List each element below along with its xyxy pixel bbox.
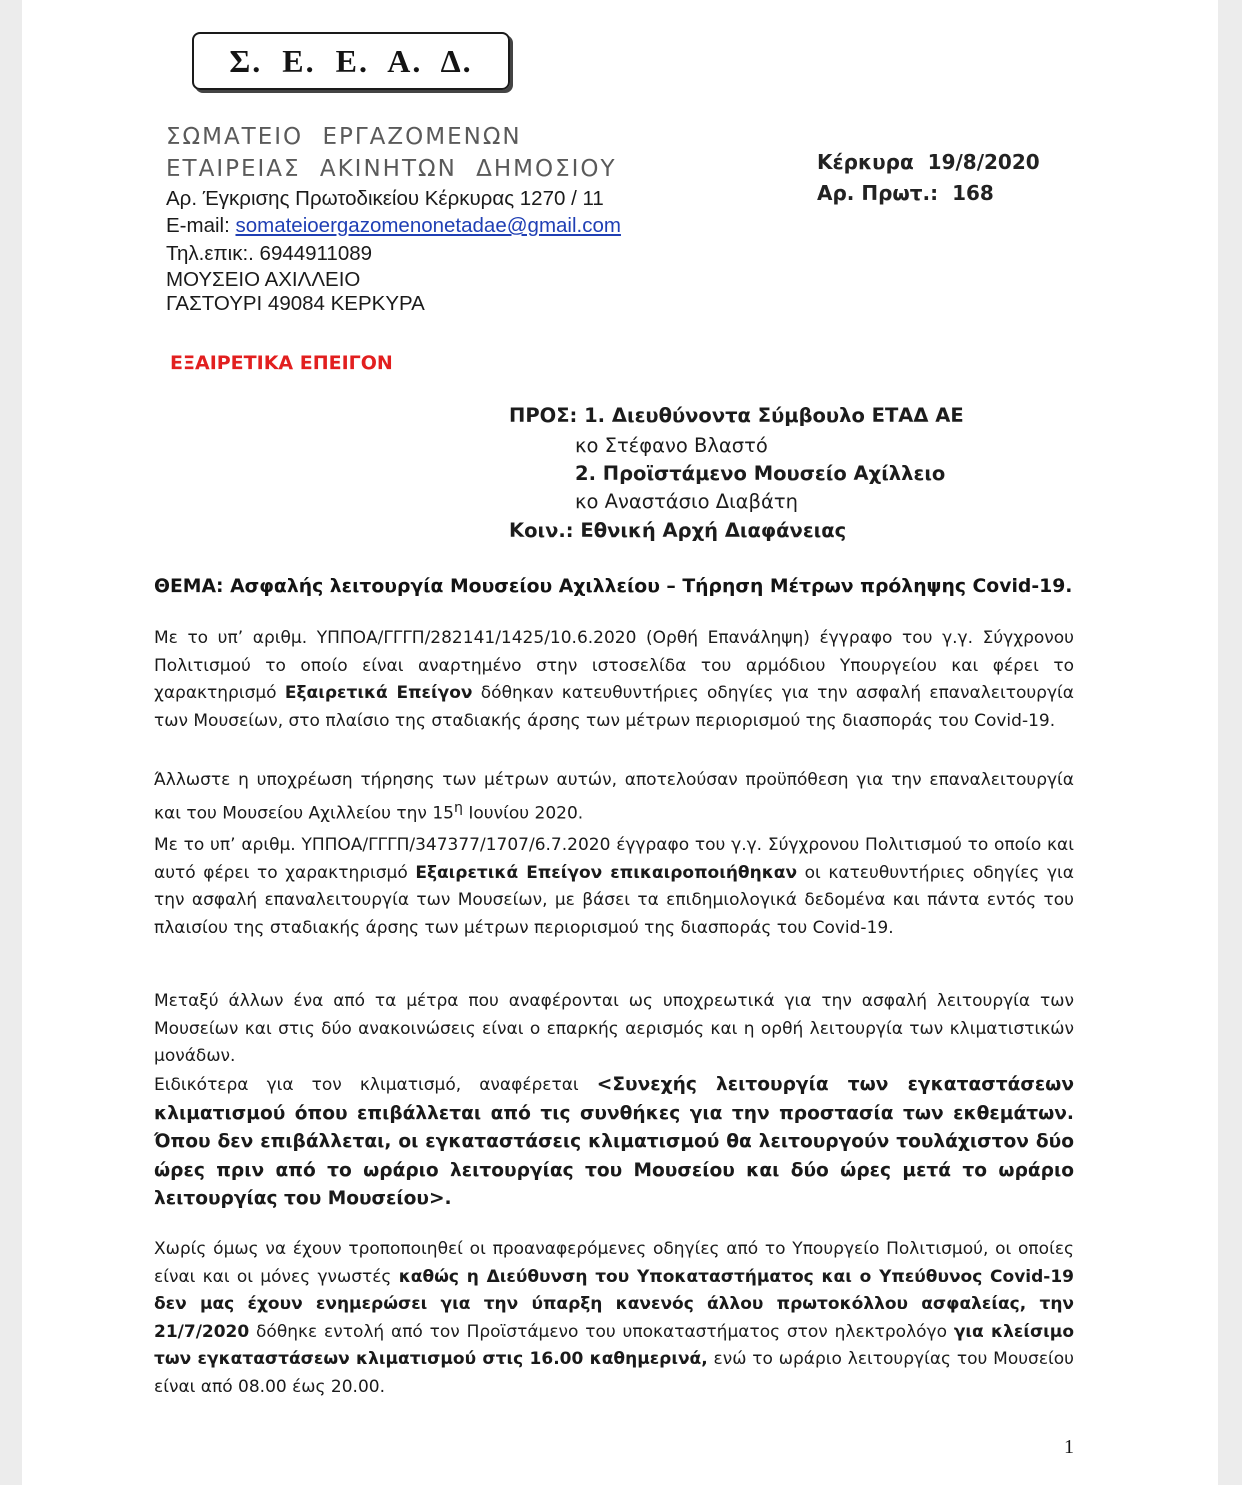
p6-text-e: ενώ το ωράριο λειτουργίας του Μουσείου είναι από 08.00 έως 20.00. — [154, 1349, 1075, 1397]
p5-bold-quote: <Συνεχής λειτουργία των εγκαταστάσεων κλιματισμού όπου επιβάλλεται από τις συνθήκες για την προστασία των εκθεμάτων. Όπου δεν επιβάλλεται, οι εγκαταστάσεις κλιματισμού θα λειτουργούν τουλάχιστον δύο ώρες πριν από το ωράριο λειτουργίας του Μουσείου και δύο ώρες μετά το ωράριο λειτουργίας του Μουσείου>. — [154, 1074, 1075, 1209]
date-value: 19/8/2020 — [927, 150, 1040, 174]
paragraph-3 — [154, 832, 1074, 942]
address-line2: ΓΑΣΤΟΥΡΙ 49084 ΚΕΡΚΥΡΑ — [166, 292, 425, 315]
address-line1: ΜΟΥΣΕΙΟ ΑΧΙΛΛΕΙΟ — [166, 268, 361, 291]
paragraph-5 — [154, 1071, 1074, 1214]
email-label: E-mail: — [166, 214, 236, 237]
recipient-2-name: κο Αναστάσιο Διαβάτη — [575, 490, 798, 513]
to-label: ΠΡΟΣ: — [509, 404, 578, 427]
p5-text-a: Ειδικότερα για τον κλιματισμό, αναφέρεται — [154, 1075, 597, 1095]
paragraph-1 — [154, 625, 1074, 735]
protocol-value: 168 — [952, 181, 994, 205]
p3-text-a: Με το υπ’ αριθμ. ΥΠΠΟΑ/ΓΓΓΠ/347377/1707/6.7.2020 έγγραφο του γ.γ. Σύγχρονου Πολιτισμού το οποίο και αυτό φέρει το χαρακτηρισμό — [154, 835, 1074, 883]
union-name-line1: ΣΩΜΑΤΕΙΟ ΕΡΓΑΖΟΜΕΝΩΝ — [166, 124, 522, 150]
urgency-label: ΕΞΑΙΡΕΤΙΚΑ ΕΠΕΙΓΟΝ — [170, 352, 393, 374]
page-number: 1 — [1064, 1436, 1074, 1458]
union-name-line2: ΕΤΑΙΡΕΙΑΣ ΑΚΙΝΗΤΩΝ ΔΗΜΟΣΙΟΥ — [166, 156, 617, 182]
paragraph-6 — [154, 1236, 1074, 1401]
date-line — [817, 150, 1040, 174]
cc-line — [509, 519, 846, 542]
document-page — [22, 0, 1218, 1485]
recipient-1-name: κο Στέφανο Βλαστό — [575, 434, 768, 457]
p2-superscript: η — [453, 799, 463, 816]
p6-text-c: δόθηκε εντολή από τον Προϊστάμενο του υποκαταστήματος στον ηλεκτρολόγο — [249, 1321, 954, 1342]
p1-text-a: Με το υπ’ αριθμ. ΥΠΠΟΑ/ΓΓΓΠ/282141/1425/10.6.2020 (Ορθή Επανάληψη) έγγραφο του γ.γ. Σύγχρονου Πολιτισμού το οποίο είναι αναρτημένο στην ιστοσελίδα του αρμόδιου Υπουργείου και φέρει το χαρακτηρισμό — [154, 628, 1074, 703]
email-line — [166, 214, 621, 238]
p2-text-b: Ιουνίου 2020. — [462, 803, 584, 824]
recipient-1 — [509, 404, 964, 427]
protocol-line — [817, 181, 994, 205]
p2-text-a: Άλλωστε η υποχρέωση τήρησης των μέτρων αυτών, αποτελούσαν προϋπόθεση για την επαναλειτουργία και του Μουσείου Αχιλλείου την 15 — [154, 770, 1074, 824]
recipient-1-title: 1. Διευθύνοντα Σύμβουλο ΕΤΑΔ ΑΕ — [584, 404, 964, 427]
subject-line: ΘΕΜΑ: Ασφαλής λειτουργία Μουσείου Αχιλλείου – Τήρηση Μέτρων πρόληψης Covid-19. — [154, 576, 1073, 597]
registration-number: Αρ. Έγκρισης Πρωτοδικείου Κέρκυρας 1270 / 11 — [166, 187, 604, 210]
union-logo-text: Σ. Ε. Ε. Α. Δ. — [229, 42, 473, 79]
p1-bold: Εξαιρετικά Επείγον — [284, 683, 473, 703]
union-logo-box — [192, 32, 510, 90]
phone-line: Τηλ.επικ:. 6944911089 — [166, 242, 373, 265]
paragraph-2 — [154, 767, 1074, 828]
p6-bold-d: για κλείσιμο των εγκαταστάσεων κλιματισμού στις 16.00 καθημερινά, — [154, 1321, 1074, 1369]
protocol-label: Αρ. Πρωτ.: — [817, 181, 939, 205]
recipient-2-title: 2. Προϊστάμενο Μουσείο Αχίλλειο — [575, 462, 946, 485]
email-link[interactable]: somateioergazomenonetadae@gmail.com — [235, 214, 621, 237]
paragraph-4: Μεταξύ άλλων ένα από τα μέτρα που αναφέρονται ως υποχρεωτικά για την ασφαλή λειτουργία των Μουσείων και στις δύο ανακοινώσεις είναι ο επαρκής αερισμός και η ορθή λειτουργία των κλιματιστικών μονάδων. — [154, 991, 1074, 1066]
date-label: Κέρκυρα — [817, 150, 914, 174]
p1-text-c: δόθηκαν κατευθυντήριες οδηγίες για την ασφαλή επαναλειτουργία των Μουσείων, στο πλαίσιο της σταδιακής άρσης των μέτρων περιορισμού της διασποράς του Covid-19. — [154, 683, 1074, 731]
cc-label: Κοιν.: — [509, 519, 574, 542]
p3-text-c: οι κατευθυντήριες οδηγίες για την ασφαλή επαναλειτουργία των Μουσείων, με βάσει τα επιδημιολογικά δεδομένα και πάντα εντός του πλαισίου της σταδιακής άρσης των μέτρων περιορισμού της διασποράς του Covid-19. — [154, 862, 1074, 938]
p6-bold-b: καθώς η Διεύθυνση του Υποκαταστήματος και ο Υπεύθυνος Covid-19 δεν μας έχουν ενημερώσει για την ύπαρξη κανενός άλλου πρωτοκόλλου ασφαλείας, την 21/7/2020 — [154, 1266, 1074, 1342]
p6-text-a: Χωρίς όμως να έχουν τροποποιηθεί οι προαναφερόμενες οδηγίες από το Υπουργείο Πολιτισμού, οι οποίες είναι και οι μόνες γνωστές — [154, 1239, 1074, 1287]
cc-recipient: Εθνική Αρχή Διαφάνειας — [580, 519, 847, 542]
p3-bold: Εξαιρετικά Επείγον επικαιροποιήθηκαν — [415, 862, 798, 883]
